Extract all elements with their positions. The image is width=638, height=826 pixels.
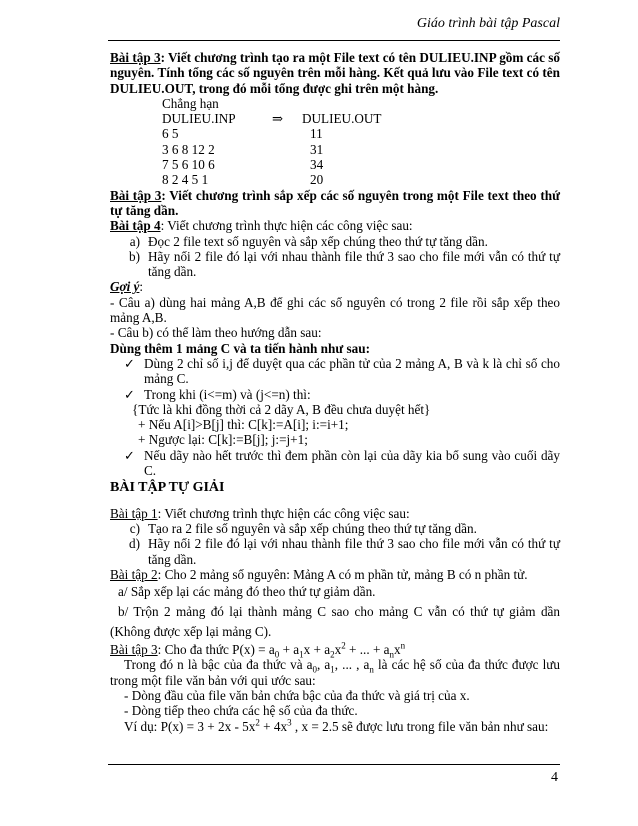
check-icon: ✓ xyxy=(124,447,136,463)
self-exercise-3: Bài tập 3: Cho đa thức $P(x) = a_0 + a_1x + a_2x^2$ + ... + $a_nx^n$ xyxy=(110,640,406,660)
arrow-icon: ⇒ xyxy=(272,111,284,127)
example-row: 6 5 11 xyxy=(162,126,323,142)
example-row: 7 5 6 10 6 34 xyxy=(162,157,324,173)
rule-line: - Dòng đầu của file văn bản chứa bậc của đa thức và giá trị của x. xyxy=(124,687,470,703)
hint-heading: Gợi ý: xyxy=(110,279,144,295)
header-rule xyxy=(108,40,560,41)
list-item: a) Đọc 2 file text số nguyên và sắp xếp chúng theo thứ tự tăng dần. xyxy=(129,233,488,249)
list-item: b) Hãy nối 2 file đó lại với nhau thành file thứ 3 sao cho file mới vẫn có thứ tự tăng dần. xyxy=(129,248,560,280)
page-content xyxy=(110,50,560,734)
exercise-3-statement: Bài tập 3: Viết chương trình tạo ra một File text có tên DULIEU.INP gồm các số nguyên. Tính tổng các số nguyên trên mỗi hàng. Kết quả lưu vào File text có tên DULIEU.OUT, trong đó mỗi tổng được ghi trên một hàng. xyxy=(110,50,560,96)
page-number: 4 xyxy=(551,770,558,785)
exercise-3-label: Bài tập 3 xyxy=(110,50,161,65)
footer-rule xyxy=(108,764,560,765)
check-icon: ✓ xyxy=(124,386,136,402)
example-row: 8 2 4 5 1 20 xyxy=(162,172,324,188)
list-item: c) Tạo ra 2 file số nguyên và sắp xếp chúng theo thứ tự tăng dần. xyxy=(129,520,477,536)
example-header-row: DULIEU.INP ⇒ DULIEU.OUT xyxy=(162,111,382,127)
example-line: Ví dụ: $P(x) = 3 + 2x - 5x^2 + 4x^3$ , x = 2.5 sẽ được lưu trong file văn bản như sau: xyxy=(124,717,549,734)
rule-line: - Dòng tiếp theo chứa các hệ số của đa thức. xyxy=(124,703,358,719)
self-exercise-2: Bài tập 2: Cho 2 mảng số nguyên: Mảng A có m phần tử, mảng B có n phần tử. xyxy=(110,566,528,582)
loop-step: + Ngược lại: C[k]:=B[j]; j:=j+1; xyxy=(138,432,308,448)
list-item: d) Hãy nối 2 file đó lại với nhau thành file thứ 3 sao cho file mới vẫn có thứ tự tăng dần. xyxy=(129,536,560,567)
example-row: 3 6 8 12 2 31 xyxy=(162,141,324,157)
check-item: ✓ Dùng 2 chỉ số i,j để duyệt qua các phần tử của 2 mảng A, B và k là chỉ số cho mảng C. xyxy=(124,355,560,387)
exercise-3b-statement: Bài tập 3: Viết chương trình sắp xếp các số nguyên trong một File text theo thứ tự tăng dần. xyxy=(110,187,560,218)
example-label: Chẳng hạn xyxy=(162,95,219,111)
self-exercise-2b: b/ Trộn 2 mảng đó lại thành mảng C sao cho mảng C vẫn có thứ tự giảm dần (Không được xếp lại mảng C). xyxy=(110,604,560,640)
example-block xyxy=(162,96,560,188)
check-item: ✓ Trong khi (i<=m) và (j<=n) thì: xyxy=(124,386,311,402)
self-exercise-1: Bài tập 1: Viết chương trình thực hiện các công việc sau: xyxy=(110,505,410,521)
check-item: ✓ Nếu dãy nào hết trước thì đem phần còn lại của dãy kia bổ sung vào cuối dãy C. xyxy=(124,447,560,479)
header-title: Giáo trình bài tập Pascal xyxy=(416,16,560,31)
hint-b: - Câu b) có thể làm theo hướng dẫn sau: xyxy=(110,325,322,341)
hint-a: - Câu a) dùng hai mảng A,B để ghi các số nguyên có trong 2 file rồi sắp xếp theo mảng A,B. xyxy=(110,294,560,326)
self-exercise-3-desc: Trong đó n là bậc của đa thức và $a_0$, $a_1$, ... , $a_n$ là các hệ số của đa thức được lưu trong một file văn bản với qui ước sau: xyxy=(110,657,560,688)
self-exercise-2a: a/ Sắp xếp lại các mảng đó theo thứ tự giảm dần. xyxy=(118,584,376,600)
check-icon: ✓ xyxy=(124,355,136,371)
exercise-4-statement: Bài tập 4: Viết chương trình thực hiện các công việc sau: xyxy=(110,218,413,234)
loop-note: {Tức là khi đồng thời cả 2 dãy A, B đều chưa duyệt hết} xyxy=(132,401,431,417)
loop-step: + Nếu A[i]>B[j] thì: C[k]:=A[i]; i:=i+1; xyxy=(138,417,349,433)
self-study-title: BÀI TẬP TỰ GIẢI xyxy=(110,480,225,496)
extra-array-title: Dùng thêm 1 mảng C và ta tiến hành như sau: xyxy=(110,340,370,356)
